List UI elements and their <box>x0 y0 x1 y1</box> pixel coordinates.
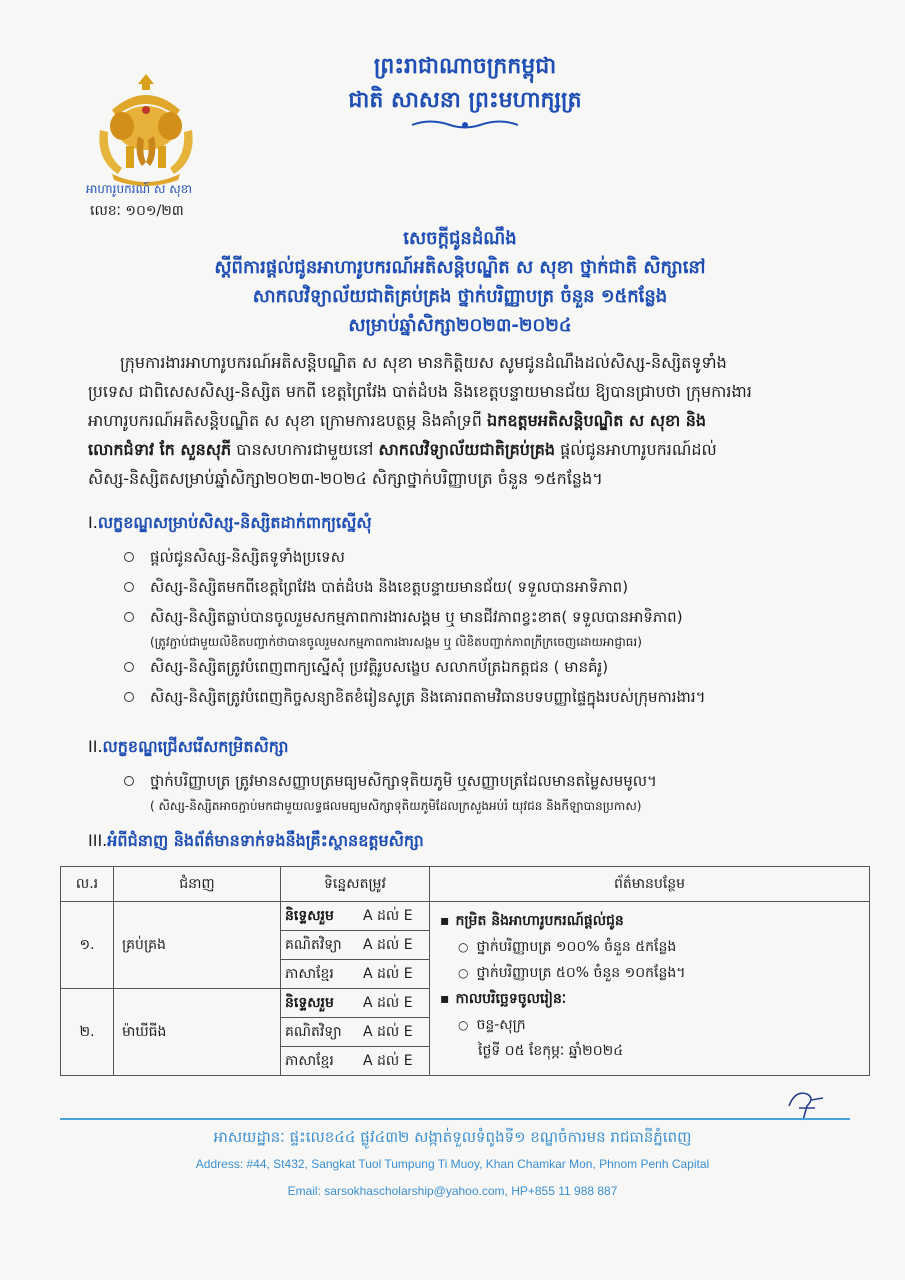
footer-contact: Email: sarsokhascholarship@yahoo.com, HP+855 11 988 887 <box>287 1184 618 1198</box>
table-row <box>61 902 870 931</box>
list-note: (ត្រូវភ្ជាប់ជាមួយលិខិតបញ្ជាក់ថាបានចូលរួមសកម្មភាពការងារសង្គម ឬ លិខិតបញ្ជាក់ភាពក្រីក្រចេញដោយអាជ្ញាធរ) <box>150 635 642 649</box>
section-1-list <box>120 542 705 712</box>
announcement-subtitle-2: សាកលវិទ្យាល័យជាតិគ្រប់គ្រង ថ្នាក់បរិញ្ញាបត្រ ចំនួន ១៥កន្លែង <box>252 286 668 307</box>
footer-address-en: Address: #44, St432, Sangkat Tuol Tumpung Ti Muoy, Khan Chamkar Mon, Phnom Penh Capital <box>195 1157 710 1171</box>
elephant-emblem-icon <box>92 70 200 188</box>
list-item: ផ្តល់ជូនសិស្ស-និស្សិតទូទាំងប្រទេស <box>120 542 705 572</box>
info-heading: ▪ កម្រិត និងអាហារូបករណ៍ផ្តល់ជូន <box>440 908 859 934</box>
table-header-row <box>61 867 870 902</box>
section-2-heading: II.លក្ខខណ្ឌជ្រើសរើសកម្រិតសិក្សា <box>88 737 289 756</box>
announcement-title: សេចក្តីជូនដំណឹង <box>403 228 517 249</box>
intro-paragraph <box>88 348 823 493</box>
intro-line: ប្រទេស ជាពិសេសសិស្ស-និស្សិត មកពី ខេត្តព្រៃវែង បាត់ដំបង និងខេត្តបន្ទាយមានជ័យ ឱ្យបានជ្រាបថា ក្រុមការងារ <box>88 382 752 401</box>
kingdom-header <box>300 50 630 132</box>
ornament-divider-icon <box>410 118 520 132</box>
majors-table <box>60 866 870 1076</box>
major-name: ម៉ាឃីធីង <box>114 989 281 1076</box>
footer <box>0 1124 905 1205</box>
list-note: ( សិស្ស-និស្សិតអាចភ្ជាប់មកជាមួយលទ្ធផលមធ្យមសិក្សាទុតិយភូមិដែលក្រសួងអប់រំ យុវជន និងកីឡាបានប្រកាស) <box>150 799 642 813</box>
row-number: ១. <box>61 902 114 989</box>
subject-cell: គណិតវិទ្យា A ដល់ E <box>281 931 430 960</box>
subject-cell: និទ្ទេសរួម A ដល់ E <box>281 902 430 931</box>
column-header: ទិន្នេសតម្រូវ <box>281 867 430 902</box>
list-item: សិស្ស-និស្សិតមកពីខេត្តព្រៃវែង បាត់ដំបង និងខេត្តបន្ទាយមានជ័យ( ទទួលបានអាទិភាព) <box>120 572 705 602</box>
reference-number: លេខៈ ១០១/២៣ <box>90 203 184 219</box>
info-item: ○ ថ្នាក់បរិញ្ញាបត្រ ១០០% ចំនួន ៥កន្លែង <box>440 934 859 960</box>
list-item: សិស្ស-និស្សិតត្រូវបំពេញកិច្ចសន្យាខិតខំរៀនសូត្រ និងគោរពតាមវិធានបទបញ្ញាផ្ទៃក្នុងរបស់ក្រុមការងារ។ <box>120 682 705 712</box>
major-name: គ្រប់គ្រង <box>114 902 281 989</box>
list-item: សិស្ស-និស្សិតធ្លាប់បានចូលរួមសកម្មភាពការងារសង្គម ឬ មានជីវភាពខ្វះខាត( ទទួលបានអាទិភាព) <box>120 602 705 632</box>
intro-line: សិស្ស-និស្សិតសម្រាប់ឆ្នាំសិក្សា២០២៣-២០២៤ សិក្សាថ្នាក់បរិញ្ញាបត្រ ចំនួន ១៥កន្លែង។ <box>88 469 603 488</box>
info-item: ○ ចន្ទ-សុក្រ <box>440 1012 859 1038</box>
info-heading: ▪ កាលបរិច្ឆេទចូលរៀនៈ <box>440 986 859 1012</box>
list-item: ថ្នាក់បរិញ្ញាបត្រ ត្រូវមានសញ្ញាបត្រមធ្យមសិក្សាទុតិយភូមិ ឬសញ្ញាបត្រដែលមានតម្លៃសមមូល។ <box>120 766 657 796</box>
section-2-list <box>120 766 657 816</box>
subject-cell: ភាសាខ្មែរ A ដល់ E <box>281 1047 430 1076</box>
column-header: ជំនាញ <box>114 867 281 902</box>
section-1-heading: I.លក្ខខណ្ឌសម្រាប់សិស្ស-និស្សិតដាក់ពាក្យស្នើសុំ <box>88 513 372 532</box>
kingdom-title: ព្រះរាជាណាចក្រកម្ពុជា <box>373 54 557 79</box>
intro-line: លោកជំទាវ កែ សួនសុភី បានសហការជាមួយនៅ សាកលវិទ្យាល័យជាតិគ្រប់គ្រង ផ្តល់ជូនអាហារូបករណ៍ដល់ <box>88 440 717 459</box>
info-item: ○ ថ្នាក់បរិញ្ញាបត្រ ៥០% ចំនួន ១០កន្លែង។ <box>440 960 859 986</box>
subject-cell: ភាសាខ្មែរ A ដល់ E <box>281 960 430 989</box>
column-header: ព័ត៌មានបន្ថែម <box>430 867 870 902</box>
subject-cell: និទ្ទេសរួម A ដល់ E <box>281 989 430 1018</box>
intro-line: ក្រុមការងារអាហារូបករណ៍អតិសន្តិបណ្ឌិត ស សុខា មានកិត្តិយស សូមជូនដំណឹងដល់សិស្ស-និស្សិតទូទាំង <box>120 353 727 372</box>
emblem-caption: អាហារូបករណ៍ ស សុខា <box>86 182 193 196</box>
additional-info <box>430 902 870 1076</box>
announcement-subtitle-1: ស្តីពីការផ្តល់ជូនអាហារូបករណ៍អតិសន្តិបណ្ឌិត ស សុខា ថ្នាក់ជាតិ សិក្សានៅ <box>214 257 706 278</box>
announcement-subtitle-3: សម្រាប់ឆ្នាំសិក្សា២០២៣-២០២៤ <box>348 315 572 336</box>
row-number: ២. <box>61 989 114 1076</box>
intro-line: អាហារូបករណ៍អតិសន្តិបណ្ឌិត ស សុខា ក្រោមការឧបត្ថម្ភ និងគាំទ្រពី ឯកឧត្តមអតិសន្តិបណ្ឌិត ស សុខា និង <box>88 411 707 430</box>
list-item: សិស្ស-និស្សិតត្រូវបំពេញពាក្យស្នើសុំ ប្រវត្តិរូបសង្ខេប សលាកប័ត្រឯកត្តជន ( មានគំរូ) <box>120 652 705 682</box>
column-header: ល.រ <box>61 867 114 902</box>
footer-address-kh: អាសយដ្ឋានៈ ផ្ទះលេខ៤៤ ផ្លូវ៤៣២ សង្កាត់ទួលទំពូងទី១ ខណ្ឌចំការមន រាជធានីភ្នំពេញ <box>213 1128 692 1146</box>
info-item: ថ្ងៃទី ០៥ ខែកុម្ភៈ ឆ្នាំ២០២៤ <box>478 1043 624 1059</box>
section-3-heading: III.អំពីជំនាញ និងព័ត៌មានទាក់ទងនឹងគ្រឹះស្ថានឧត្តមសិក្សា <box>88 831 424 850</box>
footer-divider <box>60 1118 850 1120</box>
announcement-titles <box>130 224 790 340</box>
subject-cell: គណិតវិទ្យា A ដល់ E <box>281 1018 430 1047</box>
kingdom-motto: ជាតិ សាសនា ព្រះមហាក្សត្រ <box>348 88 582 113</box>
